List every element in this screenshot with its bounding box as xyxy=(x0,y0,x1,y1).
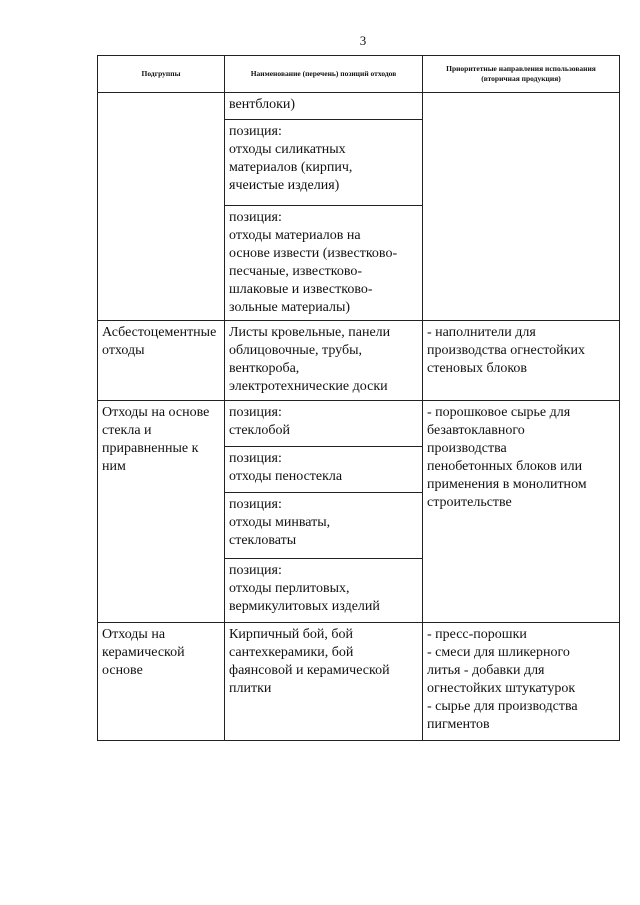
subgroup-cell: Асбестоцементные отходы xyxy=(98,321,225,401)
item-cell: позиция: отходы минваты, стекловаты xyxy=(225,493,423,559)
subgroup-cell: Отходы на керамической основе xyxy=(98,623,225,741)
item-cell: позиция: отходы материалов на основе извести (известково- песчаные, известково- шлаковые и известково- зольные материалы) xyxy=(225,206,423,321)
waste-table xyxy=(97,55,620,741)
item-cell: Листы кровельные, панели облицовочные, трубы, венткороба, электротехнические доски xyxy=(225,321,423,401)
directions-cell: - порошковое сырье для безавтоклавного производства пенобетонных блоков или применения в монолитном строительстве xyxy=(423,401,620,623)
table-row xyxy=(98,321,620,401)
directions-cell-empty xyxy=(423,93,620,321)
directions-cell: - пресс-порошки - смеси для шликерного литья - добавки для огнестойких штукатурок - сырье для производства пигментов xyxy=(423,623,620,741)
item-cell: Кирпичный бой, бой сантехкерамики, бой фаянсовой и керамической плитки xyxy=(225,623,423,741)
item-cell: позиция: отходы силикатных материалов (кирпич, ячеистые изделия) xyxy=(225,120,423,206)
page-number: 3 xyxy=(359,33,367,48)
header-subgroups: Подгруппы xyxy=(98,56,225,93)
table-row xyxy=(98,93,620,120)
subgroup-cell: Отходы на основе стекла и приравненные к ним xyxy=(98,401,225,623)
subgroup-cell-empty xyxy=(98,93,225,321)
header-waste-names: Наименование (перечень) позиций отходов xyxy=(225,56,423,93)
item-cell: позиция: стеклобой xyxy=(225,401,423,447)
table-row xyxy=(98,401,620,447)
directions-cell: - наполнители для производства огнестойких стеновых блоков xyxy=(423,321,620,401)
item-cell: вентблоки) xyxy=(225,93,423,120)
item-cell: позиция: отходы пеностекла xyxy=(225,447,423,493)
table-header-row xyxy=(98,56,620,93)
header-directions: Приоритетные направления использования (вторичная продукция) xyxy=(423,56,620,93)
table-row xyxy=(98,623,620,741)
item-cell: позиция: отходы перлитовых, вермикулитовых изделий xyxy=(225,559,423,623)
